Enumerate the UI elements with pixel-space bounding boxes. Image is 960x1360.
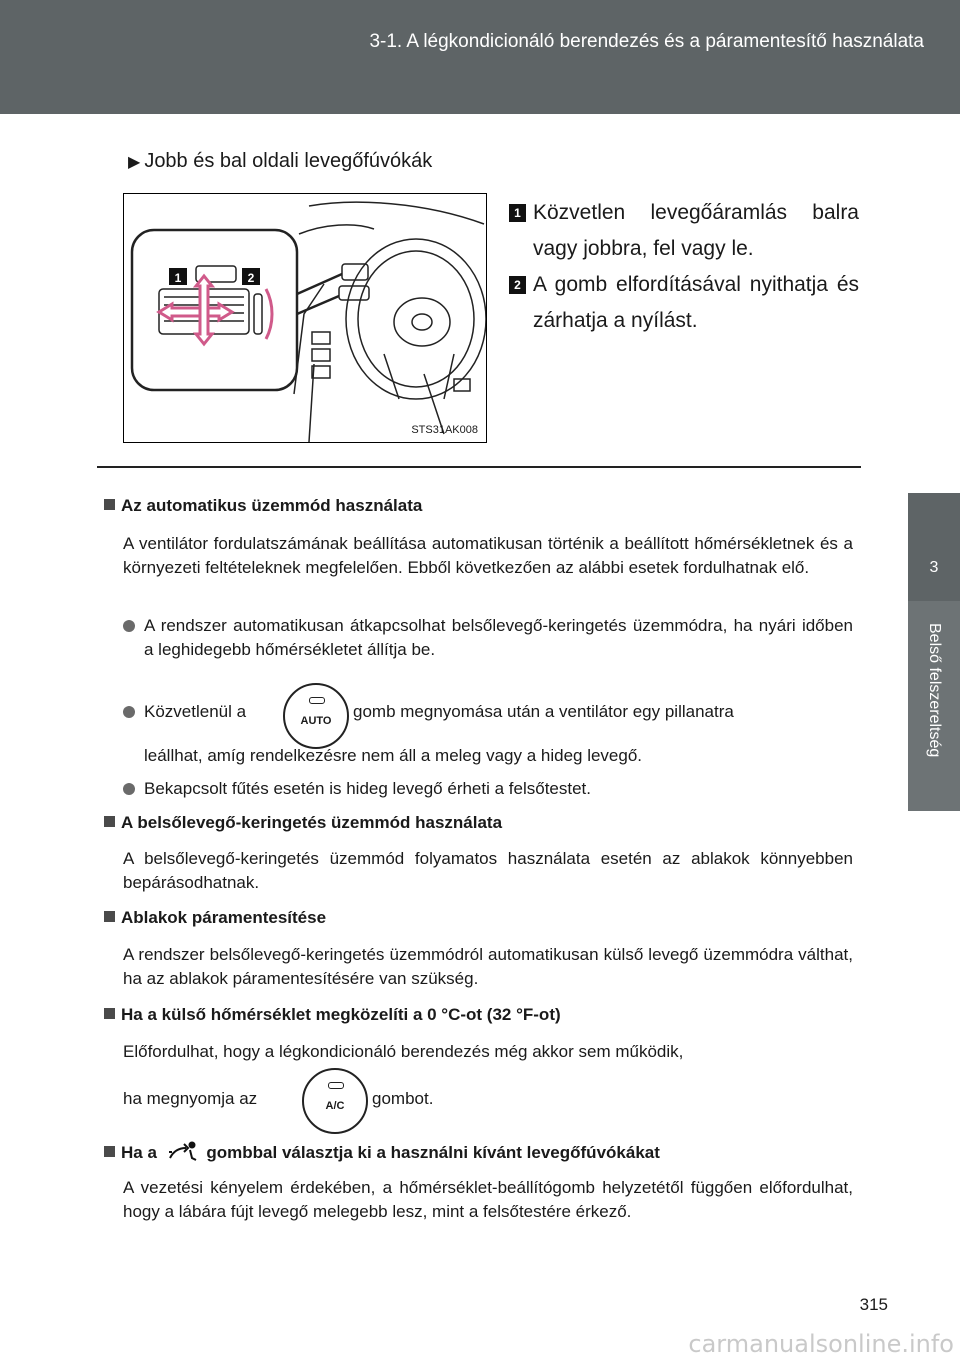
dashboard-vent-drawing (124, 194, 486, 442)
foot-airflow-icon (166, 1140, 198, 1162)
auto-button-icon: AUTO (283, 683, 349, 749)
chapter-tab-number (908, 493, 960, 601)
vent-item-2 (509, 267, 859, 339)
round-bullet-icon (123, 783, 135, 795)
section-heading-cold: Ha a külső hőmérséklet megközelíti a 0 °C-ot (32 °F-ot) (104, 1003, 854, 1027)
vent-item-1 (509, 195, 859, 267)
auto-bullet-2-cont: leállhat, amíg rendelkezésre nem áll a meleg vagy a hideg levegő. (144, 746, 643, 765)
round-bullet-icon (123, 706, 135, 718)
square-bullet-icon (104, 816, 115, 827)
cold-pre: ha megnyomja az (123, 1089, 258, 1108)
vent-illustration (123, 193, 487, 443)
round-bullet-icon (123, 620, 135, 632)
feet-paragraph: A vezetési kényelem érdekében, a hőmérséklet-beállítógomb helyzetétől függően előfordulhat, hogy a lábára fújt levegő melegebb lesz, mint a felsőtestére érkező. (123, 1178, 853, 1221)
square-bullet-icon (104, 1008, 115, 1019)
chapter-number: 3 (929, 559, 939, 576)
section-heading-auto: Az automatikus üzemmód használata (104, 494, 854, 518)
auto-bullet-1: A rendszer automatikusan átkapcsolhat belsőlevegő-keringetés üzemmódra, ha nyári időben a leghidegebb hőmérsékletet állítja be. (123, 614, 853, 662)
item-text: A gomb elfordításával nyithatja és zárhatja a nyílást. (533, 273, 859, 332)
ac-button-icon: A/C (302, 1068, 368, 1134)
square-bullet-icon (104, 1146, 115, 1157)
cold-post: gombot. (372, 1089, 434, 1108)
vents-title: ▶ Jobb és bal oldali levegőfúvókák (128, 150, 433, 172)
defog-paragraph: A rendszer belsőlevegő-keringetés üzemmódról automatikusan külső levegő üzemmódra válthat, ha az ablakok páramentesítésére van szükség. (123, 945, 853, 988)
svg-text:1: 1 (174, 271, 182, 285)
recirc-paragraph: A belsőlevegő-keringetés üzemmód folyamatos használata esetén az ablakok könnyebben bepárásodhatnak. (123, 849, 853, 892)
auto-bullet-2-pre: Közvetlenül a (144, 702, 247, 721)
square-bullet-icon (104, 911, 115, 922)
figure-code: STS31AK008 (411, 424, 478, 436)
section-heading-defog: Ablakok páramentesítése (104, 906, 854, 930)
triangle-marker-icon: ▶ (128, 154, 141, 171)
cold-paragraph: Előfordulhat, hogy a légkondicionáló berendezés még akkor sem működik, (123, 1042, 684, 1061)
section-heading-recirc: A belsőlevegő-keringetés üzemmód használata (104, 811, 854, 835)
section-divider (97, 466, 861, 468)
page-number: 315 (859, 1295, 888, 1314)
auto-paragraph: A ventilátor fordulatszámának beállítása automatikusan történik a beállított hőmérsékletnek és a környezeti feltételeknek megfelelően. Ebből következően az alábbi esetek fordulhatnak elő. (123, 534, 853, 577)
chapter-title: 3-1. A légkondicionáló berendezés és a páramentesítő használata (369, 31, 924, 52)
auto-bullet-3: Bekapcsolt fűtés esetén is hideg levegő érheti a felsőtestet. (123, 777, 853, 801)
chapter-header (0, 0, 960, 114)
item-number-badge: 1 (509, 204, 526, 222)
section-heading-feet: Ha a gombbal választja ki a használni kívánt levegőfúvókákat (104, 1140, 854, 1165)
watermark: carmanualsonline.info (688, 1330, 954, 1358)
square-bullet-icon (104, 499, 115, 510)
item-number-badge: 2 (509, 276, 526, 294)
item-text: Közvetlen levegőáramlás balra vagy jobbra, fel vagy le. (533, 201, 859, 260)
chapter-tab-label (908, 601, 960, 811)
chapter-label: Belső felszereltség (926, 623, 943, 758)
svg-text:2: 2 (247, 271, 255, 285)
auto-bullet-2-post: gomb megnyomása után a ventilátor egy pillanatra (353, 702, 734, 721)
